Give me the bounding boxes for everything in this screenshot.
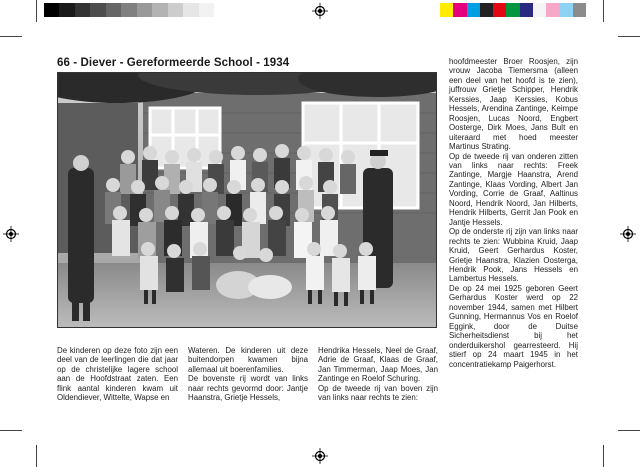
grey-swatch xyxy=(168,3,183,17)
registration-mark-left-icon xyxy=(3,226,19,242)
body-text-column-2: Wateren. De kinderen uit deze buitendorpen kwamen bijna allemaal uit boerenfamilies. De bovenste rij wordt van links naar rechts gevormd door: Jantje Haanstra, Grietje Hessels, xyxy=(188,346,308,403)
grey-swatch xyxy=(106,3,121,17)
trim-mark xyxy=(603,445,604,467)
registration-mark-top-icon xyxy=(312,3,328,19)
trim-mark xyxy=(0,430,22,431)
grey-swatch xyxy=(44,3,59,17)
trim-mark xyxy=(36,445,37,467)
body-text-column-3: Hendrika Hessels, Neel de Graaf, Adrie de Graaf, Klaas de Graaf, Jan Timmerman, Jaap Moes, Jan Zantinge en Roelof Schuring. Op de tweede rij van boven zijn van links naar rechts te zien: xyxy=(318,346,438,403)
color-swatch xyxy=(546,3,559,17)
grey-swatch xyxy=(152,3,167,17)
body-text-column-4: hoofdmeester Broer Roosjen, zijn vrouw Jacoba Tiemersma (alleen een deel van het hoofd is te zien), juffrouw Grietje Schipper, Hendrik Kerssies, Jaap Kerssies, Kobus Hessels, Arendina Zantinge, Keimpe Roosjen, Lucas Noord, Engbert Oosterge, Dirk Moes, Jans Bult en uiteraard met hoed meester Martinus Strating. Op de tweede rij van onderen zitten van links naar rechts: Freek Zantinge, Margje Haanstra, Arend Zantinge, Klaas Vording, Albert Jan Vording, Corrie de Graaf, Aaltinus Noord, Hendrik Noord, Jan Hilberts, Hendrik Hilberts, Gerrit Jan Pook en Jantje Hessels. Op de onderste rij zijn van links naar rechts te zien: Wubbina Kruid, Jaap Kruid, Geert Gerhardus Koster, Grietje Haanstra, Klazien Oosterga, Hendrik Pook, Jans Hessels en Lambertus Hessels. De op 24 mei 1925 geboren Geert Gerhardus Koster werd op 22 november 1944, samen met Hilbert Gunning, Hermannus Vos en Roelof Eggink, door de Duitse Sicherheitsdienst bij het onderduikershol gearresteerd. Hij stierf op 24 maart 1945 in het concentratiekamp Paigerhorst. xyxy=(449,57,578,369)
grey-swatch xyxy=(183,3,198,17)
registration-mark-right-icon xyxy=(620,226,636,242)
grey-swatch xyxy=(75,3,90,17)
body-text-column-1: De kinderen op deze foto zijn een deel van de leerlingen die dat jaar op de christelijke lagere school aan de Hoofdstraat zaten. Een flink aantal kinderen kwam uit Oldendiever, Wittelte, Wapse en xyxy=(57,346,178,403)
trim-mark xyxy=(603,0,604,22)
color-swatch xyxy=(573,3,586,17)
grey-swatch xyxy=(90,3,105,17)
color-swatch xyxy=(506,3,519,17)
color-swatch xyxy=(559,3,572,17)
grey-swatch xyxy=(59,3,74,17)
color-swatch xyxy=(453,3,466,17)
grey-swatch xyxy=(137,3,152,17)
color-swatch xyxy=(467,3,480,17)
page-headline: 66 - Diever - Gereformeerde School - 1934 xyxy=(57,57,290,69)
trim-mark xyxy=(0,36,22,37)
grey-swatch xyxy=(199,3,214,17)
school-class-photo xyxy=(57,72,437,328)
grey-swatch xyxy=(121,3,136,17)
trim-mark xyxy=(618,430,640,431)
color-swatch xyxy=(480,3,493,17)
trim-mark xyxy=(618,36,640,37)
registration-mark-bottom-icon xyxy=(312,448,328,464)
school-photo-icon xyxy=(58,73,437,328)
color-swatch xyxy=(520,3,533,17)
color-swatch xyxy=(493,3,506,17)
grey-calibration-bar xyxy=(44,3,214,17)
color-calibration-bar xyxy=(440,3,586,17)
color-swatch xyxy=(440,3,453,17)
color-swatch xyxy=(533,3,546,17)
trim-mark xyxy=(36,0,37,22)
